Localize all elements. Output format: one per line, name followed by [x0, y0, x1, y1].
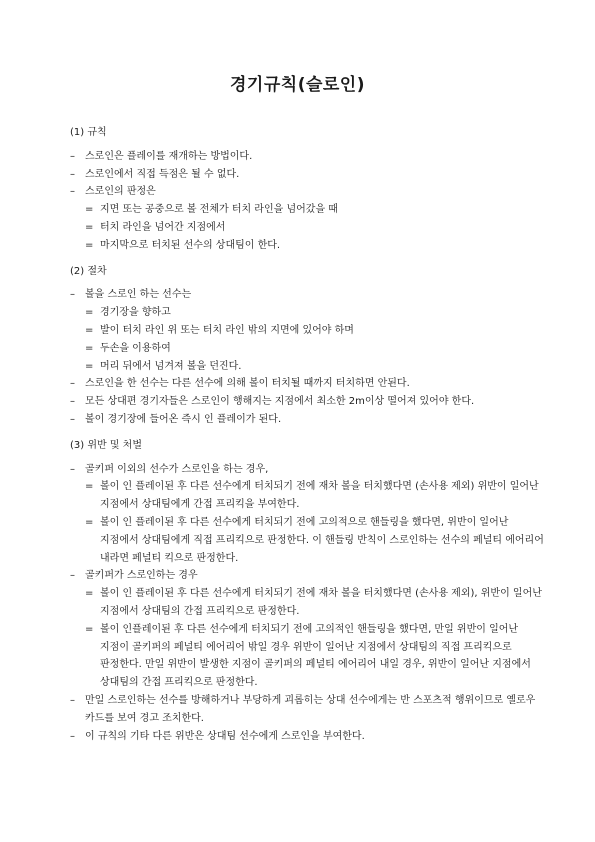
item-text: 볼을 스로인 하는 선수는 — [85, 289, 192, 301]
equals-bullet: = — [85, 360, 94, 372]
sub-list-item — [70, 201, 550, 219]
sub-list-item — [70, 358, 550, 376]
dash-bullet: – — [70, 378, 75, 390]
item-text: 두손을 이용하여 — [100, 342, 171, 354]
item-text: 발이 터치 라인 위 또는 터치 라인 밖의 지면에 있어야 하며 — [100, 324, 354, 336]
item-text: 머리 뒤에서 넘겨져 볼을 던진다. — [100, 360, 242, 372]
item-text: 스로인의 판정은 — [85, 186, 156, 198]
item-text: 볼이 경기장에 들어온 즉시 인 플레이가 된다. — [85, 413, 282, 425]
section-spacer — [70, 429, 550, 435]
dash-bullet: – — [70, 289, 75, 301]
dash-bullet: – — [70, 396, 75, 408]
list-item — [70, 567, 550, 585]
item-text: 스로인에서 직접 득점은 될 수 없다. — [85, 168, 240, 180]
item-text: 볼이 인플레이된 후 다른 선수에게 터치되기 전에 고의적인 핸들링을 했다면, 만일 위반이 일어난 지점이 골키퍼의 페널티 에어리어 밖일 경우 위반이 일어난 지점에서 상대팀의 직접 프리킥으로 판정한다. 만일 위반이 발생한 지점이 골키퍼의 페널티 에어리어 내일 경우, 위반이 일어난 지점에서 상대팀의 간접 프리킥으로 판정한다. — [100, 623, 531, 689]
equals-bullet: = — [85, 588, 94, 600]
item-text: 볼이 인 플레이된 후 다른 선수에게 터치되기 전에 재차 볼을 터치했다면 (손사용 제외), 위반이 일어난 지점에서 상대팀의 간접 프리킥으로 판정한다. — [100, 588, 542, 617]
item-text: 볼이 인 플레이된 후 다른 선수에게 터치되기 전에 고의적으로 핸들링을 했다면, 위반이 일어난 지점에서 상대팀에게 직접 프리킥으로 판정한다. 이 핸들링 반칙이 스로인하는 선수의 페널티 에어리어 내라면 페널티 킥으로 판정한다. — [100, 516, 544, 564]
list-item — [70, 393, 550, 411]
item-text: 골키퍼가 스로인하는 경우 — [85, 570, 198, 582]
equals-bullet: = — [85, 481, 94, 493]
item-text: 지면 또는 공중으로 볼 전체가 터치 라인을 넘어갔을 때 — [100, 204, 338, 216]
sub-list-item — [70, 514, 550, 567]
sub-list-item — [70, 237, 550, 255]
item-text: 스로인을 한 선수는 다른 선수에 의해 볼이 터치될 때까지 터치하면 안된다. — [85, 378, 410, 390]
list-item — [70, 728, 550, 746]
list-item — [70, 411, 550, 429]
sub-list-item — [70, 585, 550, 621]
list-item — [70, 183, 550, 201]
list-item — [70, 148, 550, 166]
equals-bullet: = — [85, 239, 94, 251]
rule-section — [70, 124, 550, 255]
dash-bullet: – — [70, 730, 75, 742]
sub-list-item — [70, 478, 550, 514]
list-item — [70, 166, 550, 184]
item-text: 경기장을 향하고 — [100, 307, 171, 319]
section-spacer — [70, 255, 550, 261]
dash-bullet: – — [70, 694, 75, 706]
item-text: 스로인은 플레이를 재개하는 방법이다. — [85, 150, 253, 162]
section-heading: (3) 위반 및 처벌 — [70, 439, 143, 451]
document-body — [70, 122, 550, 745]
item-text: 만일 스로인하는 선수를 방해하거나 부당하게 괴롭히는 상대 선수에게는 반 스포츠적 행위이므로 옐로우 카드를 보여 경고 조치한다. — [85, 694, 536, 724]
list-item — [70, 461, 550, 479]
page-title: 경기규칙(슬로인) — [230, 75, 365, 95]
section-heading: (2) 절차 — [70, 265, 107, 277]
sub-list-item — [70, 219, 550, 237]
equals-bullet: = — [85, 516, 94, 528]
equals-bullet: = — [85, 307, 94, 319]
dash-bullet: – — [70, 186, 75, 198]
dash-bullet: – — [70, 168, 75, 180]
rule-section — [70, 437, 550, 746]
rule-section — [70, 263, 550, 429]
equals-bullet: = — [85, 342, 94, 354]
list-item — [70, 286, 550, 304]
equals-bullet: = — [85, 204, 94, 216]
item-text: 모든 상대편 경기자들은 스로인이 행해지는 지점에서 최소한 2m이상 떨어져 있어야 한다. — [85, 396, 475, 408]
item-text: 이 규칙의 기타 다른 위반은 상대팀 선수에게 스로인을 부여한다. — [85, 730, 365, 742]
dash-bullet: – — [70, 463, 75, 475]
item-text: 터치 라인을 넘어간 지점에서 — [100, 221, 226, 233]
dash-bullet: – — [70, 570, 75, 582]
item-text: 볼이 인 플레이된 후 다른 선수에게 터치되기 전에 재차 볼을 터치했다면 (손사용 제외) 위반이 일어난 지점에서 상대팀에게 간접 프리킥을 부여한다. — [100, 481, 539, 511]
item-text: 골키퍼 이외의 선수가 스로인을 하는 경우, — [85, 463, 269, 475]
dash-bullet: – — [70, 150, 75, 162]
sub-list-item — [70, 304, 550, 322]
equals-bullet: = — [85, 324, 94, 336]
dash-bullet: – — [70, 413, 75, 425]
section-heading: (1) 규칙 — [70, 127, 107, 138]
list-item — [70, 692, 550, 728]
item-text: 마지막으로 터치된 선수의 상대팀이 한다. — [100, 239, 281, 251]
sub-list-item — [70, 340, 550, 358]
list-item — [70, 375, 550, 393]
sub-list-item — [70, 621, 550, 692]
equals-bullet: = — [85, 623, 94, 635]
equals-bullet: = — [85, 221, 94, 233]
sub-list-item — [70, 322, 550, 340]
